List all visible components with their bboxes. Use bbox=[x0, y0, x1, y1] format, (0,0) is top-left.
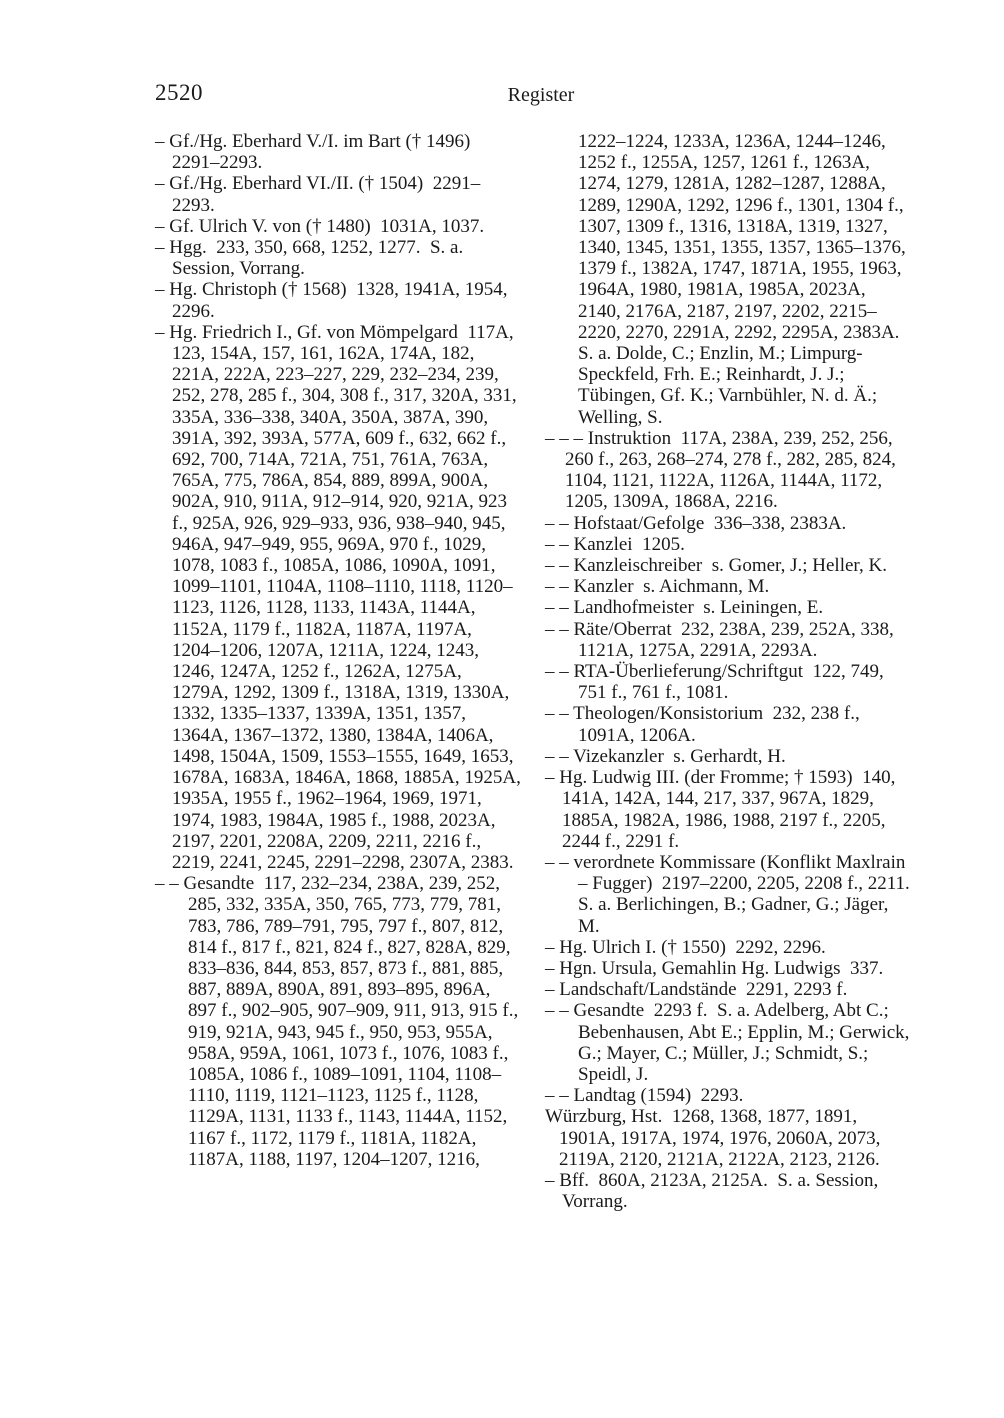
entry-text: Kanzleischreiber s. Gomer, J.; Heller, K. bbox=[573, 555, 887, 577]
entry-dash-marker: – – bbox=[545, 1085, 569, 1107]
entry-text: Vizekanzler s. Gerhardt, H. bbox=[573, 745, 786, 767]
entry-text: Gesandte 2293 f. S. a. Adelberg, Abt C.; Bebenhausen, Abt E.; Epplin, M.; Gerwick, G.; Mayer, C.; Müller, J.; Schmidt, S.; Speidl, J. bbox=[573, 1000, 915, 1085]
entry-dash-marker: – – bbox=[545, 512, 569, 534]
index-entry bbox=[545, 1170, 911, 1212]
index-entry bbox=[545, 534, 911, 555]
page-number: 2520 bbox=[155, 80, 203, 105]
index-entry bbox=[545, 428, 911, 513]
index-entry bbox=[545, 746, 911, 767]
index-entry bbox=[545, 767, 911, 852]
entry-text: Bff. 860A, 2123A, 2125A. S. a. Session, Vorrang. bbox=[559, 1169, 883, 1213]
index-entry bbox=[545, 661, 911, 703]
entry-dash-marker: – bbox=[155, 131, 165, 152]
entry-dash-marker: – bbox=[545, 936, 555, 958]
entry-text: Hg. Christoph († 1568) 1328, 1941A, 1954, 2296. bbox=[169, 279, 513, 322]
entry-dash-marker: – bbox=[545, 767, 555, 789]
index-entry bbox=[545, 597, 911, 618]
index-entry bbox=[155, 216, 521, 237]
entry-text: Theologen/Konsistorium 232, 238 f., 1091A, 1206A. bbox=[573, 703, 865, 746]
entry-dash-marker: – bbox=[155, 173, 165, 195]
entry-dash-marker: – – bbox=[545, 661, 569, 683]
entry-dash-marker: – – bbox=[545, 533, 569, 555]
entry-dash-marker: – bbox=[155, 237, 165, 259]
entry-text: RTA-Überlieferung/Schriftgut 122, 749, 751 f., 761 f., 1081. bbox=[573, 661, 889, 704]
index-entry bbox=[545, 576, 911, 597]
index-entry bbox=[545, 703, 911, 745]
index-entry bbox=[155, 873, 521, 1170]
entry-dash-marker: – bbox=[155, 215, 165, 237]
index-entry bbox=[155, 131, 521, 173]
entry-text: Landtag (1594) 2293. bbox=[573, 1085, 744, 1107]
entry-text: Würzburg, Hst. 1268, 1368, 1877, 1891, 1901A, 1917A, 1974, 1976, 2060A, 2073, 2119A, 2120, 2121A, 2122A, 2123, 2126. bbox=[545, 1106, 886, 1170]
entry-dash-marker: – – bbox=[155, 873, 179, 895]
index-entry bbox=[545, 1106, 911, 1170]
entry-text: Gf./Hg. Eberhard VI./II. († 1504) 2291–2293. bbox=[169, 173, 481, 216]
index-entry bbox=[155, 279, 521, 321]
entry-dash-marker: – bbox=[545, 979, 555, 1001]
entry-dash-marker: – – – bbox=[545, 427, 583, 449]
running-head: Register bbox=[507, 84, 575, 106]
index-column-right bbox=[545, 131, 920, 1213]
entry-text: Hg. Ludwig III. (der Fromme; † 1593) 140, 141A, 142A, 144, 217, 337, 967A, 1829, 1885A, 1982A, 1986, 1988, 2197 f., 2205, 2244 f., 2291 f. bbox=[559, 767, 901, 852]
index-entry bbox=[545, 958, 911, 979]
index-entry bbox=[155, 173, 521, 215]
entry-text: 1222–1224, 1233A, 1236A, 1244–1246, 1252 f., 1255A, 1257, 1261 f., 1263A, 1274, 1279, 1281A, 1282–1287, 1288A, 1289, 1290A, 1292, 1296 f., 1301, 1304 f., 1307, 1309 f., 1316, 1318A, 1319, 1327, 1340, 1345, 1351, 1355, 1357, 1365–1376, 1379 f., 1382A, 1747, 1871A, 1955, 1963, 1964A, 1980, 1981A, 1985A, 2023A, 2140, 2176A, 2187, 2197, 2202, 2215–2220, 2270, 2291A, 2292, 2295A, 2383A. S. a. Dolde, C.; Enzlin, M.; Limpurg-Speckfeld, Frh. E.; Reinhardt, J. J.; Tübingen, Gf. K.; Varnbühler, N. d. Ä.; Welling, S. bbox=[578, 131, 911, 428]
entry-text: verordnete Kommissare (Konflikt Maxlrain – Fugger) 2197–2200, 2205, 2208 f., 2211. S. a. Berlichingen, B.; Gadner, G.; Jäger, M. bbox=[573, 851, 920, 937]
entry-text: Landschaft/Landstände 2291, 2293 f. bbox=[559, 979, 848, 1001]
entry-dash-marker: – – bbox=[545, 745, 569, 767]
index-entry bbox=[545, 619, 911, 661]
entry-dash-marker: – – bbox=[545, 576, 569, 598]
entry-dash-marker: – bbox=[545, 957, 555, 979]
entry-text: Kanzler s. Aichmann, M. bbox=[573, 576, 770, 598]
entry-text: Gf. Ulrich V. von († 1480) 1031A, 1037. bbox=[169, 215, 485, 237]
entry-text: Hg. Friedrich I., Gf. von Mömpelgard 117A, 123, 154A, 157, 161, 162A, 174A, 182, 221A, 222A, 223–227, 229, 232–234, 239, 252, 278, 285 f., 304, 308 f., 317, 320A, 331, 335A, 336–338, 340A, 350A, 387A, 390, 391A, 392, 393A, 577A, 609 f., 632, 662 f., 692, 700, 714A, 721A, 751, 761A, 763A, 765A, 775, 786A, 854, 889, 899A, 900A, 902A, 910, 911A, 912–914, 920, 921A, 923 f., 925A, 926, 929–933, 936, 938–940, 945, 946A, 947–949, 955, 969A, 970 f., 1029, 1078, 1083 f., 1085A, 1086, 1090A, 1091, 1099–1101, 1104A, 1108–1110, 1118, 1120–1123, 1126, 1128, 1133, 1143A, 1144A, 1152A, 1179 f., 1182A, 1187A, 1197A, 1204–1206, 1207A, 1211A, 1224, 1243, 1246, 1247A, 1252 f., 1262A, 1275A, 1279A, 1292, 1309 f., 1318A, 1319, 1330A, 1332, 1335–1337, 1339A, 1351, 1357, 1364A, 1367–1372, 1380, 1384A, 1406A, 1498, 1504A, 1509, 1553–1555, 1649, 1653, 1678A, 1683A, 1846A, 1868, 1885A, 1925A, 1935A, 1955 f., 1962–1964, 1969, 1971, 1974, 1983, 1984A, 1985 f., 1988, 2023A, 2197, 2201, 2208A, 2209, 2211, 2216 f., 2219, 2241, 2245, 2291–2298, 2307A, 2383. bbox=[169, 321, 526, 873]
entry-text: Hgg. 233, 350, 668, 1252, 1277. S. a. Session, Vorrang. bbox=[169, 237, 468, 280]
index-entry bbox=[545, 513, 911, 534]
entry-text: Räte/Oberrat 232, 238A, 239, 252A, 338, 1121A, 1275A, 2291A, 2293A. bbox=[573, 618, 899, 661]
entry-dash-marker: – bbox=[545, 1169, 555, 1191]
entry-dash-marker: – – bbox=[545, 597, 569, 619]
entry-text: Hgn. Ursula, Gemahlin Hg. Ludwigs 337. bbox=[559, 957, 884, 979]
index-entry bbox=[155, 321, 526, 873]
index-entry bbox=[545, 1000, 915, 1085]
index-entry bbox=[545, 937, 911, 958]
index-entry bbox=[545, 851, 920, 937]
entry-dash-marker: – bbox=[155, 321, 165, 343]
index-entry bbox=[545, 979, 911, 1000]
entry-text: Gesandte 117, 232–234, 238A, 239, 252, 285, 332, 335A, 350, 765, 773, 779, 781, 783, 786, 789–791, 795, 797 f., 807, 812, 814 f., 817 f., 821, 824 f., 827, 828A, 829, 833–836, 844, 853, 857, 873 f., 881, 885, 887, 889A, 890A, 891, 893–895, 896A, 897 f., 902–905, 907–909, 911, 913, 915 f., 919, 921A, 943, 945 f., 950, 953, 955A, 958A, 959A, 1061, 1073 f., 1076, 1083 f., 1085A, 1086 f., 1089–1091, 1104, 1108–1110, 1119, 1121–1123, 1125 f., 1128, 1129A, 1131, 1133 f., 1143, 1144A, 1152, 1167 f., 1172, 1179 f., 1181A, 1182A, 1187A, 1188, 1197, 1204–1207, 1216, bbox=[183, 873, 523, 1170]
entry-dash-marker: – – bbox=[545, 851, 569, 873]
entry-text: Instruktion 117A, 238A, 239, 252, 256, 260 f., 263, 268–274, 278 f., 282, 285, 824, 1104, 1121, 1122A, 1126A, 1144A, 1172, 1205, 1309A, 1868A, 2216. bbox=[565, 427, 901, 513]
entry-text: Hofstaat/Gefolge 336–338, 2383A. bbox=[573, 512, 847, 534]
index-entry bbox=[545, 1085, 911, 1106]
index-entry bbox=[155, 237, 521, 279]
entry-dash-marker: – – bbox=[545, 703, 569, 725]
entry-text: Gf./Hg. Eberhard V./I. im Bart († 1496) 2291–2293. bbox=[169, 131, 480, 174]
index-column-left bbox=[155, 131, 526, 1170]
entry-dash-marker: – – bbox=[545, 555, 569, 577]
index-entry bbox=[545, 555, 911, 576]
index-entry bbox=[545, 131, 911, 428]
entry-text: Hg. Ulrich I. († 1550) 2292, 2296. bbox=[559, 936, 826, 958]
entry-text: Kanzlei 1205. bbox=[573, 533, 685, 555]
entry-text: Landhofmeister s. Leiningen, E. bbox=[573, 597, 824, 619]
entry-dash-marker: – – bbox=[545, 618, 569, 640]
entry-dash-marker: – bbox=[155, 279, 165, 301]
entry-dash-marker: – – bbox=[545, 1000, 569, 1022]
